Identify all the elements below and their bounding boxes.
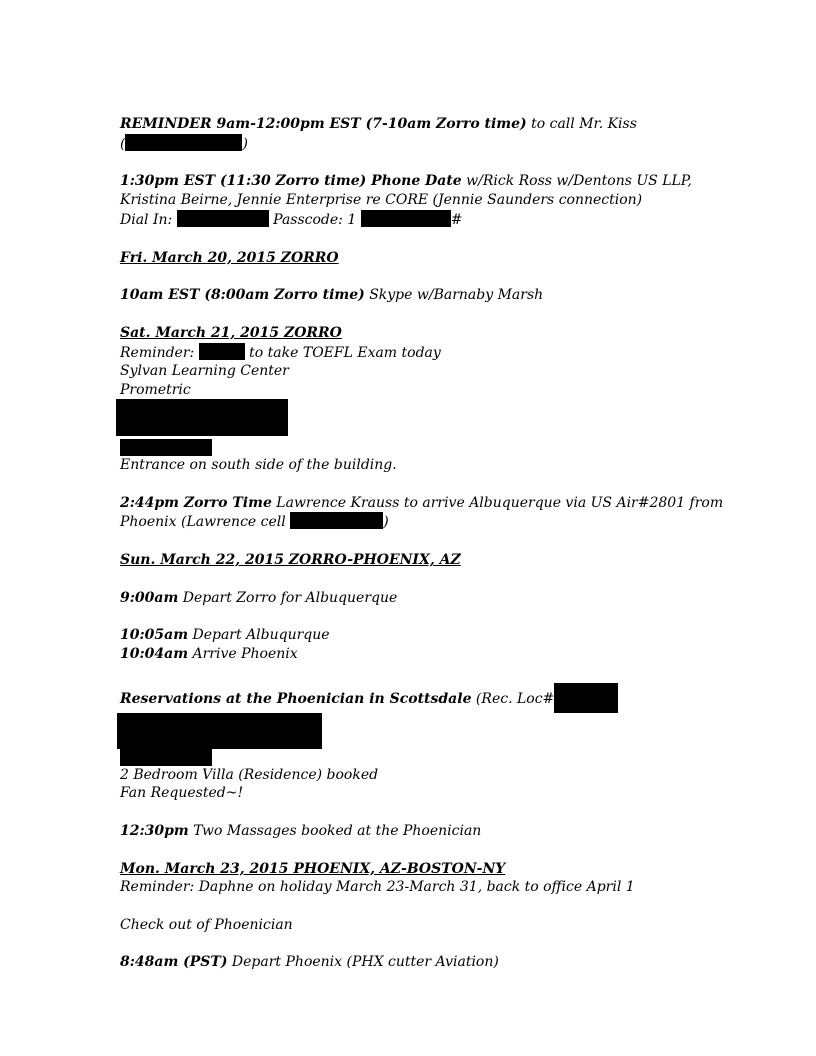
itinerary-document (120, 115, 724, 991)
depart-zorro-time: 9:00am (120, 589, 179, 606)
passcode-label: Passcode: 1 (268, 211, 361, 228)
redacted-cell (290, 512, 383, 529)
sun-section (120, 551, 720, 570)
depart-phoenix-time: 8:48am (PST) (120, 954, 228, 971)
redacted-rec-loc (554, 683, 618, 713)
redacted-passcode (361, 210, 451, 227)
toefl-provider: Prometric (120, 382, 191, 399)
toefl-reminder-label: Reminder: (120, 344, 199, 361)
skype-time: 10am EST (8:00am Zorro time) (120, 287, 365, 304)
flight-entry (120, 626, 720, 664)
reservations-title: Reservations at the Phoenician in Scottsdale (120, 690, 472, 707)
fan-requested: Fan Requested~! (120, 785, 244, 802)
krauss-text: Lawrence Krauss to arrive Albuquerque via US Air#2801 from (271, 494, 724, 511)
mon-section (120, 860, 720, 898)
redacted-name (199, 343, 245, 360)
passcode-end: # (450, 211, 463, 228)
krauss-cell-end: ) (383, 514, 389, 531)
toefl-entrance: Entrance on south side of the building. (120, 456, 397, 473)
redacted-dial-in (177, 210, 269, 227)
reminder-call-text: to call Mr. Kiss (526, 116, 637, 132)
date-header-sun: Sun. March 22, 2015 ZORRO-PHOENIX, AZ (120, 551, 461, 568)
depart-abq-text: Depart Albuqurque (188, 627, 330, 644)
depart-phoenix-text: Depart Phoenix (PHX cutter Aviation) (227, 954, 499, 971)
krauss-time: 2:44pm Zorro Time (120, 494, 272, 511)
sat-section (120, 324, 720, 475)
krauss-entry (120, 494, 724, 533)
depart-zorro-entry (120, 589, 720, 608)
depart-abq-time: 10:05am (120, 627, 189, 644)
arrive-phx-text: Arrive Phoenix (188, 645, 298, 662)
redacted-reservation-details (117, 713, 322, 749)
reminder-call-entry (120, 115, 720, 154)
redacted-phone (125, 134, 242, 151)
phone-date-participants: Kristina Beirne, Jennie Enterprise re CORE (Jennie Saunders connection) (120, 192, 643, 209)
depart-phoenix-entry (120, 953, 720, 972)
reservations-rec-loc: (Rec. Loc# (471, 690, 555, 707)
toefl-reminder-text: to take TOEFL Exam today (244, 344, 441, 361)
checkout-entry (120, 916, 720, 935)
daphne-reminder: Reminder: Daphne on holiday March 23-March 31, back to office April 1 (120, 879, 635, 896)
phone-date-entry (120, 172, 720, 229)
massages-text: Two Massages booked at the Phoenician (188, 822, 482, 839)
date-header-mon: Mon. March 23, 2015 PHOENIX, AZ-BOSTON-NY (120, 860, 506, 877)
redacted-reservation-line2 (120, 749, 212, 766)
checkout-text: Check out of Phoenician (120, 916, 293, 933)
reminder-call-time: REMINDER 9am-12:00pm EST (7-10am Zorro time) (120, 116, 527, 132)
paren-open: ( (120, 135, 126, 152)
redacted-address-line2 (120, 439, 212, 456)
date-header-fri: Fri. March 20, 2015 ZORRO (120, 249, 339, 266)
redacted-address (116, 399, 288, 436)
date-header-sat: Sat. March 21, 2015 ZORRO (120, 324, 342, 341)
reservations-entry (120, 683, 720, 804)
depart-zorro-text: Depart Zorro for Albuquerque (178, 589, 398, 606)
fri-section (120, 249, 720, 268)
arrive-phx-time: 10:04am (120, 645, 189, 662)
paren-close: ) (242, 135, 248, 152)
villa-booked: 2 Bedroom Villa (Residence) booked (120, 766, 379, 783)
phone-date-text: w/Rick Ross w/Dentons US LLP, (461, 173, 692, 190)
skype-text: Skype w/Barnaby Marsh (364, 287, 544, 304)
krauss-cell-label: Phoenix (Lawrence cell (120, 514, 291, 531)
massages-time: 12:30pm (120, 822, 189, 839)
massages-entry (120, 822, 720, 841)
dial-in-label: Dial In: (120, 211, 177, 228)
phone-date-time: 1:30pm EST (11:30 Zorro time) Phone Date (120, 173, 462, 190)
skype-entry (120, 286, 720, 305)
toefl-location: Sylvan Learning Center (120, 363, 289, 380)
